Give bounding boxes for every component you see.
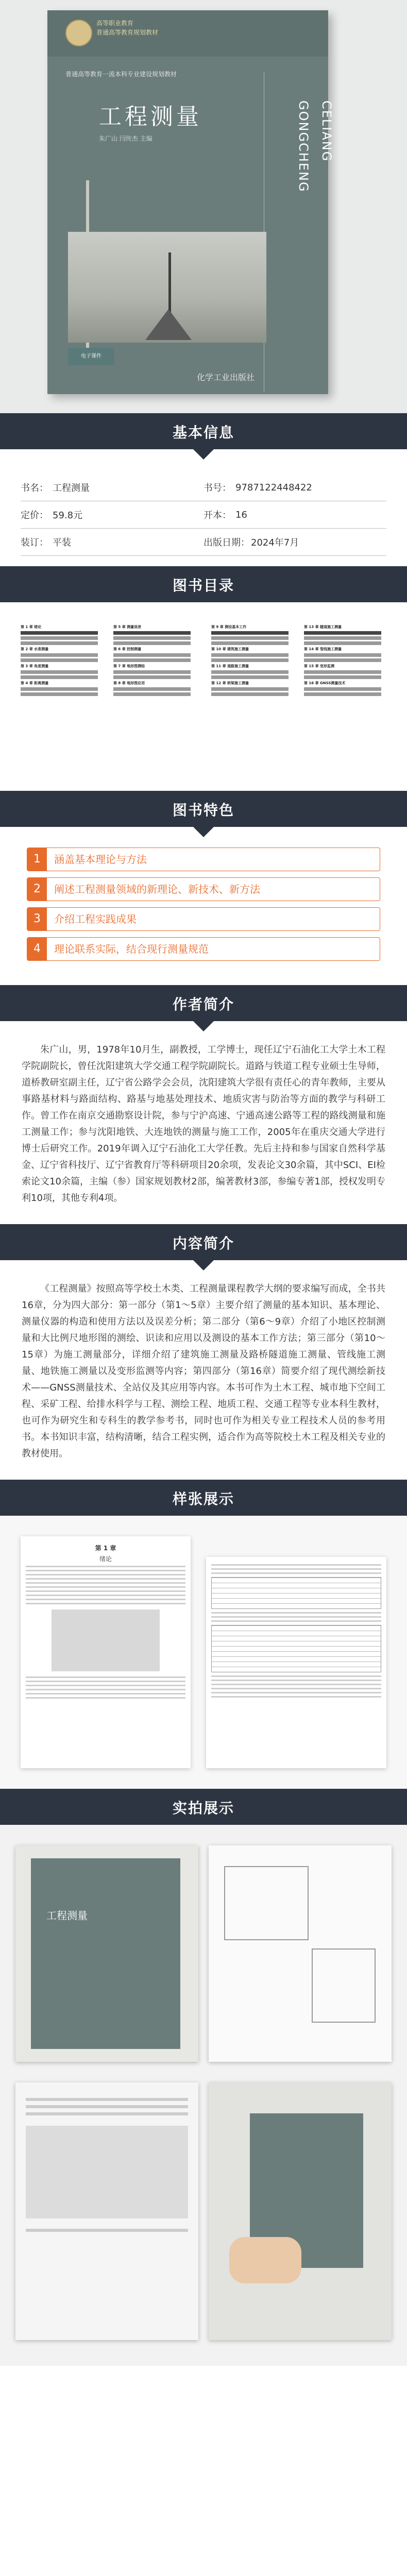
sample-table [211, 1577, 381, 1609]
photo-figure [26, 2126, 188, 2218]
features-list [0, 827, 407, 985]
chevron-down-icon [193, 827, 214, 837]
hand-icon [229, 2237, 301, 2283]
book-cover-section [0, 0, 407, 413]
toc-chapter: 第 9 章 测设基本工作 [211, 625, 247, 629]
toc-chapter: 第 14 章 管线施工测量 [304, 647, 342, 651]
cover-pinyin-2: CELIANG [319, 100, 334, 162]
series-badge-icon [65, 20, 92, 46]
toc-chapter: 第 12 章 桥梁施工测量 [211, 681, 249, 685]
photo-book-title: 工程测量 [46, 1909, 88, 1922]
cover-pinyin-1: GONGCHENG [296, 100, 311, 193]
diagram-figure [312, 1948, 376, 2023]
series-line-2: 普通高等教育规划教材 [96, 29, 159, 36]
feature-text: 理论联系实际，结合现行测量规范 [54, 943, 209, 955]
feature-text: 阐述工程测量领域的新理论、新技术、新方法 [54, 883, 260, 895]
section-title: 实拍展示 [172, 1800, 234, 1817]
toc-column [113, 623, 191, 697]
chapter-label: 第 1 章 [95, 1545, 116, 1552]
surveyor-photo [68, 232, 266, 343]
diagram-figure [224, 1866, 309, 1940]
info-value: 9787122448422 [235, 482, 312, 493]
toc-column [304, 623, 381, 697]
toc-column [211, 623, 289, 697]
info-row-format [204, 501, 386, 529]
series-text [96, 19, 158, 37]
photo-page-spread [15, 2082, 198, 2340]
info-key: 定价： [21, 510, 48, 521]
feature-item [27, 907, 380, 931]
section-title: 图书特色 [172, 802, 234, 819]
section-header-content [0, 1224, 407, 1260]
chapter-title: 绪论 [99, 1555, 112, 1563]
section-title: 内容简介 [172, 1235, 234, 1252]
cover-title: 工程测量 [99, 104, 202, 130]
feature-item [27, 848, 380, 871]
toc-chapter: 第 11 章 道路施工测量 [211, 664, 249, 668]
series-line-3: 普通高等教育一流本科专业建设规划教材 [65, 71, 177, 78]
feature-text: 涵盖基本理论与方法 [54, 853, 147, 866]
feature-number: 3 [27, 908, 47, 930]
photo-cover-in-hand [209, 2082, 392, 2340]
info-row-price [21, 501, 204, 529]
toc-chapter: 第 2 章 水准测量 [21, 647, 49, 651]
toc-chapter: 第 8 章 地形图应用 [113, 681, 145, 685]
photo-book-cover [31, 1858, 180, 2049]
section-title: 图书目录 [172, 577, 234, 594]
toc-chapter: 第 4 章 距离测量 [21, 681, 49, 685]
author-bio: 朱广山，男，1978年10月生，副教授，工学博士，现任辽宁石油化工大学土木工程学院副院长，曾任沈阳建筑大学交通工程学院副院长。道路与铁道工程专业硕士生导师，道桥教研室副主任，辽宁省公路学会会员，沈阳建筑大学很有责任心的青年教师，主要从事路基材料与路面结构、路基与地基处理技术、地质灾害与防治等方面的教学与科研工作。曾工作在南京交通勘察设计院，参与宁沪高速、宁通高速公路等工程的路线测量和施工测量工作；参与沈阳地铁、大连地铁的测量与施工工作，2005年在重庆交通大学进行博士后研究工作。2019年调入辽宁石油化工大学任教。先后主持和参与国家自然科学基金、辽宁省科技厅、辽宁省教育厅等科研项目20余项，发表论文30余篇，其中SCI、EI检索论文10余篇，主编（参）国家规划教材2部，编著教材3部，参编专著1部，授权发明专利10项，其他专利4项。 [22, 1044, 385, 1204]
info-key: 书号： [204, 483, 231, 494]
courseware-badge: 电子课件 [68, 348, 114, 365]
book-cover [47, 10, 334, 394]
toc-chapter: 第 1 章 绪论 [21, 625, 42, 629]
chevron-down-icon [193, 1021, 214, 1031]
sample-page-1 [21, 1536, 191, 1768]
toc-chapter: 第 15 章 变形监测 [304, 664, 335, 668]
info-value: 平装 [53, 537, 71, 548]
chevron-down-icon [193, 1260, 214, 1270]
feature-number: 4 [27, 938, 47, 960]
info-key: 书名： [21, 483, 48, 494]
section-header-basic-info [0, 413, 407, 449]
sample-table [211, 1625, 381, 1672]
toc-column [21, 623, 98, 697]
tripod-icon [145, 309, 192, 340]
sample-figure [52, 1609, 160, 1671]
info-key: 装订： [21, 537, 48, 548]
info-value: 59.8元 [53, 510, 83, 521]
info-row-title [21, 474, 204, 501]
info-value: 2024年7月 [251, 537, 299, 548]
section-header-photos [0, 1789, 407, 1825]
photo-cover-front [15, 1845, 198, 2062]
toc-chapter: 第 6 章 控制测量 [113, 647, 142, 651]
toc-chapter: 第 10 章 建筑施工测量 [211, 647, 249, 651]
toc-image [0, 602, 407, 791]
sample-page-2 [206, 1557, 386, 1768]
cover-publisher: 化学工业出版社 [197, 372, 255, 382]
section-header-author [0, 985, 407, 1021]
toc-chapter: 第 3 章 角度测量 [21, 664, 49, 668]
info-key: 出版日期： [204, 537, 250, 548]
info-value: 工程测量 [53, 483, 90, 494]
toc-chapter: 第 13 章 隧道施工测量 [304, 625, 342, 629]
feature-text: 介绍工程实践成果 [54, 913, 137, 925]
sample-pages [0, 1516, 407, 1789]
feature-number: 2 [27, 878, 47, 901]
section-header-samples [0, 1480, 407, 1516]
product-photos [0, 1825, 407, 2366]
feature-item [27, 937, 380, 961]
section-title: 基本信息 [172, 424, 234, 441]
feature-item [27, 877, 380, 901]
feature-number: 1 [27, 848, 47, 871]
toc-chapter: 第 7 章 地形图测绘 [113, 664, 145, 668]
toc-chapter: 第 5 章 测量误差 [113, 625, 142, 629]
series-line-1: 高等职业教育 [96, 20, 134, 27]
toc-chapter: 第 16 章 GNSS测量技术 [304, 681, 346, 685]
content-summary: 《工程测量》按照高等学校土木类、工程测量课程教学大纲的要求编写而成，全书共16章，分为四大部分：第一部分（第1～5章）主要介绍了测量的基本知识、基本理论、测量仪器的构造和使用方法以及误差分析；第二部分（第6～9章）介绍了小地区控制测量和大比例尺地形图的测绘、识读和应用以及测设的基本工作方法；第三部分（第10～15章）为施工测量部分，详细介绍了建筑施工测量及路桥隧道施工测量、管线施工测量、地铁施工测量以及变形监测等内容；第四部分（第16章）简要介绍了现代测绘新技术——GNSS测量技术、全站仪及其应用等内容。本书可作为土木工程、城市地下空间工程、采矿工程、给排水科学与工程、测绘工程、地质工程、交通工程等专业本科生教材，也可作为研究生和专科生的教学参考书，同时也可作为相关专业工程技术人员的参考用书。本书知识丰富，结构清晰，结合工程实例，适合作为高等院校土木工程及相关专业的教材使用。 [22, 1283, 385, 1459]
section-title: 样张展示 [172, 1490, 234, 1507]
section-title: 作者简介 [172, 996, 234, 1013]
cover-authors: 朱广山 闫传杰 主编 [99, 135, 152, 142]
section-header-features [0, 791, 407, 827]
section-header-toc [0, 566, 407, 602]
info-key: 开本： [204, 510, 231, 521]
photo-inner-page [209, 1845, 392, 2062]
info-value: 16 [235, 509, 247, 520]
info-row-binding [21, 529, 204, 556]
basic-info-table [0, 449, 407, 566]
info-row-isbn [204, 474, 386, 501]
info-row-date [204, 529, 386, 556]
